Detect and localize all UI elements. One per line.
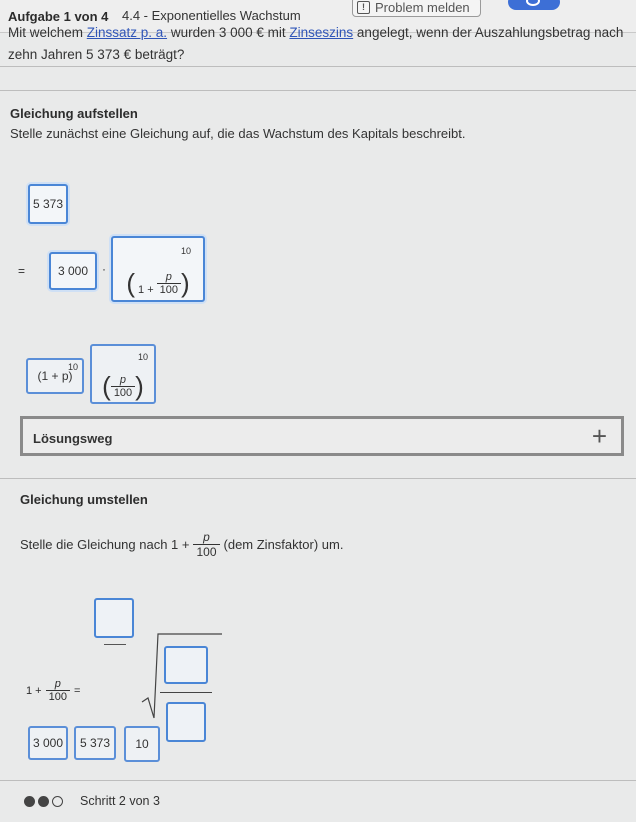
option-one-plus-p-power[interactable]	[26, 358, 84, 394]
tile-years[interactable]	[124, 726, 160, 762]
lhs-value-slot[interactable]	[28, 184, 68, 224]
tile-final-amount[interactable]	[74, 726, 116, 760]
divider	[0, 66, 636, 67]
one-plus: 1 +	[138, 284, 154, 296]
exponent: 10	[137, 352, 148, 362]
lhs-expression	[26, 678, 80, 703]
frac-den: 100	[46, 690, 70, 703]
divider	[0, 90, 636, 91]
equals-sign: =	[73, 684, 81, 697]
report-problem-label: Problem melden	[375, 0, 470, 15]
one-plus: 1 +	[26, 684, 42, 697]
instruction-part: (dem Zinsfaktor) um.	[223, 537, 344, 552]
exponent: 10	[67, 362, 78, 372]
frac-den: 100	[193, 544, 219, 559]
step-dot	[24, 796, 35, 807]
fraction	[193, 530, 219, 559]
solution-toggle[interactable]	[20, 416, 624, 456]
fraction	[157, 271, 181, 296]
question-text	[8, 22, 628, 66]
frac-den: 100	[157, 283, 181, 296]
step-label: Schritt 2 von 3	[80, 794, 160, 808]
paren-open: (	[126, 268, 136, 298]
frac-num: p	[54, 678, 61, 690]
frac-den: 100	[111, 386, 135, 399]
zinssatz-link[interactable]: Zinssatz p. a.	[86, 25, 168, 40]
fraction	[46, 678, 70, 703]
task-counter: Aufgabe 1 von 4	[8, 9, 109, 24]
report-problem-button[interactable]	[352, 0, 481, 17]
paren-close: )	[135, 371, 144, 401]
divider	[0, 780, 636, 781]
tile-label: 3 000	[32, 736, 64, 750]
paren-open: (	[102, 371, 111, 401]
exponent: 10	[180, 246, 191, 256]
option-text: (1 + p)	[37, 369, 73, 383]
fraction	[111, 374, 135, 399]
equals-sign: =	[18, 264, 26, 278]
user-avatar[interactable]	[508, 0, 560, 10]
tile-label: 10	[135, 737, 149, 751]
radicand-denominator-slot[interactable]	[166, 702, 206, 742]
zinseszins-link[interactable]: Zinseszins	[289, 25, 354, 40]
user-icon	[526, 0, 540, 6]
report-icon: !	[357, 1, 370, 14]
radicand-numerator-slot[interactable]	[164, 646, 208, 684]
question-part: wurden 3 000 € mit	[167, 25, 290, 40]
step-dot	[38, 796, 49, 807]
section-title-aufstellen: Gleichung aufstellen	[10, 106, 138, 121]
root-index-line	[104, 644, 126, 645]
multiply-dot: ·	[102, 262, 106, 276]
initial-capital-value: 3 000	[57, 264, 89, 278]
radicand-fraction-line	[160, 692, 212, 693]
question-part: Mit welchem	[8, 25, 87, 40]
section-instruction	[20, 530, 343, 559]
instruction-part: Stelle die Gleichung nach 1 +	[20, 537, 190, 552]
growth-factor-slot[interactable]	[111, 236, 205, 302]
question-part: angelegt, wenn der Auszahlungsbetrag nach zehn Jahren 5 373 € beträgt?	[8, 25, 624, 62]
step-dot	[52, 796, 63, 807]
expand-plus-icon: +	[591, 421, 607, 451]
root-index-slot[interactable]	[94, 598, 134, 638]
paren-close: )	[180, 268, 190, 298]
section-title-umstellen: Gleichung umstellen	[20, 492, 148, 507]
tile-initial-capital[interactable]	[28, 726, 68, 760]
option-p-over-100-power[interactable]	[90, 344, 156, 404]
frac-num: p	[203, 530, 210, 544]
tile-label: 5 373	[79, 736, 111, 750]
topic-title: 4.4 - Exponentielles Wachstum	[122, 8, 301, 23]
solution-label: Lösungsweg	[33, 431, 113, 446]
divider	[0, 478, 636, 479]
lhs-value: 5 373	[32, 197, 64, 211]
section-instruction: Stelle zunächst eine Gleichung auf, die das Wachstum des Kapitals beschreibt.	[10, 126, 466, 141]
frac-num: p	[165, 271, 172, 283]
initial-capital-slot[interactable]	[49, 252, 97, 290]
frac-num: p	[119, 374, 127, 386]
step-progress	[24, 794, 160, 808]
